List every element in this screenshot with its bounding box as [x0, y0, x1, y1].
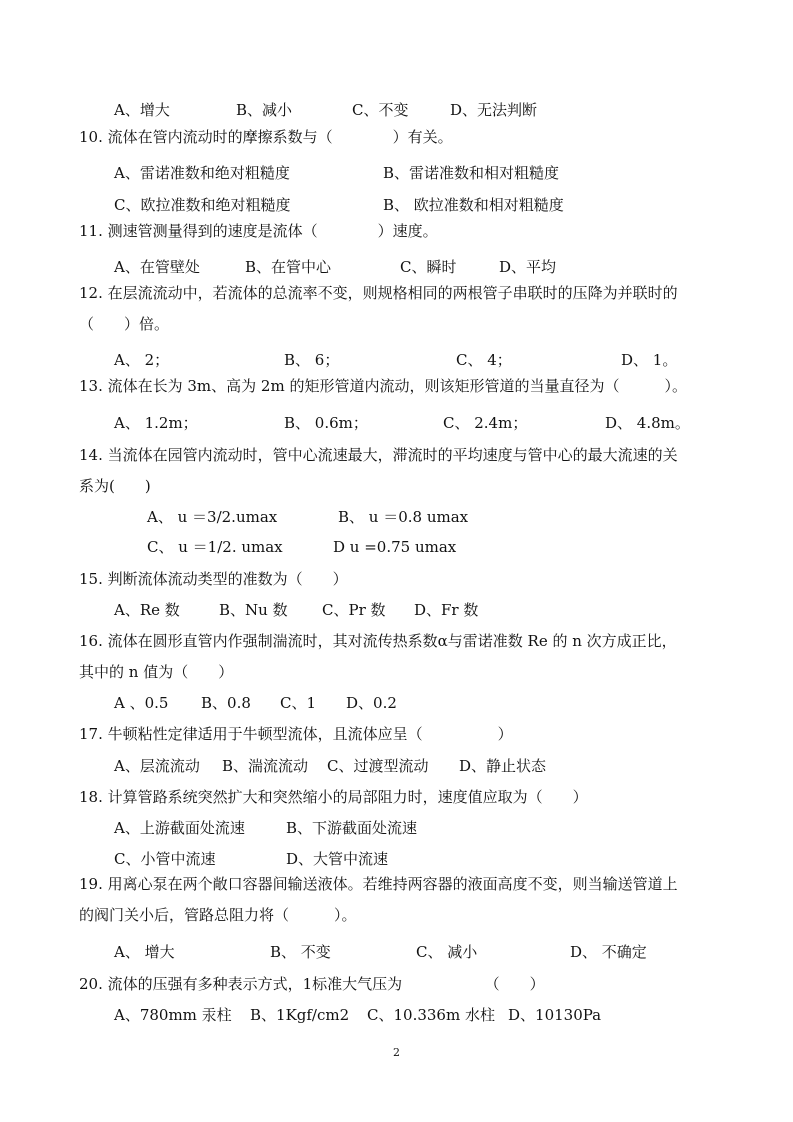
q17-option-d: D、静止状态 [459, 757, 547, 775]
q12-option-a: A、 2； [114, 351, 170, 369]
q11-option-d: D、平均 [499, 258, 557, 276]
q19-text-line1: 19. 用离心泵在两个敞口容器间输送液体。若维持两容器的液面高度不变，则当输送管道上 [79, 875, 678, 893]
q13-option-b: B、 0.6m； [284, 414, 368, 432]
q14-option-b: B、 u ＝0.8 umax [338, 508, 469, 526]
q12-option-b: B、 6； [284, 351, 340, 369]
q17-option-b: B、湍流流动 [222, 757, 309, 775]
q17-option-c: C、过渡型流动 [327, 757, 429, 775]
q9-option-a: A、增大 [114, 101, 170, 119]
q12-text-line1: 12. 在层流流动中，若流体的总流率不变，则规格相同的两根管子串联时的压降为并联时的 [79, 284, 678, 302]
q19-option-d: D、 不确定 [570, 943, 647, 961]
q18-option-a: A、上游截面处流速 [114, 819, 245, 837]
q14-option-d: D u =0.75 umax [333, 538, 457, 556]
q9-option-b: B、减小 [236, 101, 293, 119]
q12-option-c: C、 4； [456, 351, 512, 369]
q14-text-line1: 14. 当流体在园管内流动时，管中心流速最大，滞流时的平均速度与管中心的最大流速的关 [79, 446, 678, 464]
q9-option-c: C、不变 [352, 101, 409, 119]
q16-option-b: B、0.8 [201, 694, 251, 712]
q14-option-c: C、 u ＝1/2. umax [147, 538, 283, 556]
q10-option-c: C、欧拉准数和绝对粗糙度 [114, 196, 291, 214]
q9-option-d: D、无法判断 [450, 101, 538, 119]
q10-text: 10. 流体在管内流动时的摩擦系数与（ ）有关。 [79, 128, 453, 146]
q16-text-line1: 16. 流体在圆形直管内作强制湍流时，其对流传热系数α与雷诺准数 Re 的 n 次方成正比， [79, 632, 677, 650]
q19-option-c: C、 减小 [416, 943, 478, 961]
q16-option-c: C、1 [280, 694, 317, 712]
q16-option-d: D、0.2 [346, 694, 397, 712]
q13-option-c: C、 2.4m； [443, 414, 528, 432]
q13-option-a: A、 1.2m； [114, 414, 198, 432]
q19-option-b: B、 不变 [270, 943, 331, 961]
q10-option-d: B、 欧拉准数和相对粗糙度 [383, 196, 564, 214]
q15-option-c: C、Pr 数 [322, 601, 386, 619]
q10-option-a: A、雷诺准数和绝对粗糙度 [114, 164, 290, 182]
q18-option-b: B、下游截面处流速 [286, 819, 418, 837]
q20-option-a: A、780mm 汞柱 [114, 1006, 232, 1024]
q18-text: 18. 计算管路系统突然扩大和突然缩小的局部阻力时，速度值应取为（ ） [79, 788, 588, 806]
q11-option-a: A、在管壁处 [114, 258, 200, 276]
q16-option-a: A 、0.5 [114, 694, 169, 712]
q10-option-b: B、雷诺准数和相对粗糙度 [383, 164, 560, 182]
q12-option-d: D、 1。 [621, 351, 678, 369]
q19-option-a: A、 增大 [114, 943, 175, 961]
q15-option-d: D、Fr 数 [414, 601, 479, 619]
q18-option-c: C、小管中流速 [114, 850, 216, 868]
q14-text-line2: 系为( ) [79, 477, 151, 495]
page-number: 2 [393, 1046, 400, 1059]
q20-option-b: B、1Kgf/cm2 [250, 1006, 350, 1024]
q15-text: 15. 判断流体流动类型的准数为（ ） [79, 570, 348, 588]
q11-option-b: B、在管中心 [245, 258, 332, 276]
q17-option-a: A、层流流动 [114, 757, 200, 775]
q15-option-a: A、Re 数 [114, 601, 180, 619]
q17-text: 17. 牛顿粘性定律适用于牛顿型流体，且流体应呈（ ） [79, 725, 513, 743]
q13-text: 13. 流体在长为 3m、高为 2m 的矩形管道内流动，则该矩形管道的当量直径为（ ）。 [79, 377, 687, 395]
q16-text-line2: 其中的 n 值为（ ） [79, 663, 234, 681]
q20-option-c: C、10.336m 水柱 [367, 1006, 495, 1024]
q14-option-a: A、 u ＝3/2.umax [147, 508, 278, 526]
q12-text-line2: （ ）倍。 [79, 315, 170, 333]
q20-option-d: D、10130Pa [508, 1006, 602, 1024]
q20-text: 20. 流体的压强有多种表示方式，1标准大气压为 （ ） [79, 975, 545, 993]
q13-option-d: D、 4.8m。 [605, 414, 690, 432]
q19-text-line2: 的阀门关小后，管路总阻力将（ ）。 [79, 906, 357, 924]
q11-option-c: C、瞬时 [400, 258, 457, 276]
q11-text: 11. 测速管测量得到的速度是流体（ ）速度。 [79, 222, 438, 240]
q15-option-b: B、Nu 数 [219, 601, 288, 619]
q18-option-d: D、大管中流速 [286, 850, 389, 868]
